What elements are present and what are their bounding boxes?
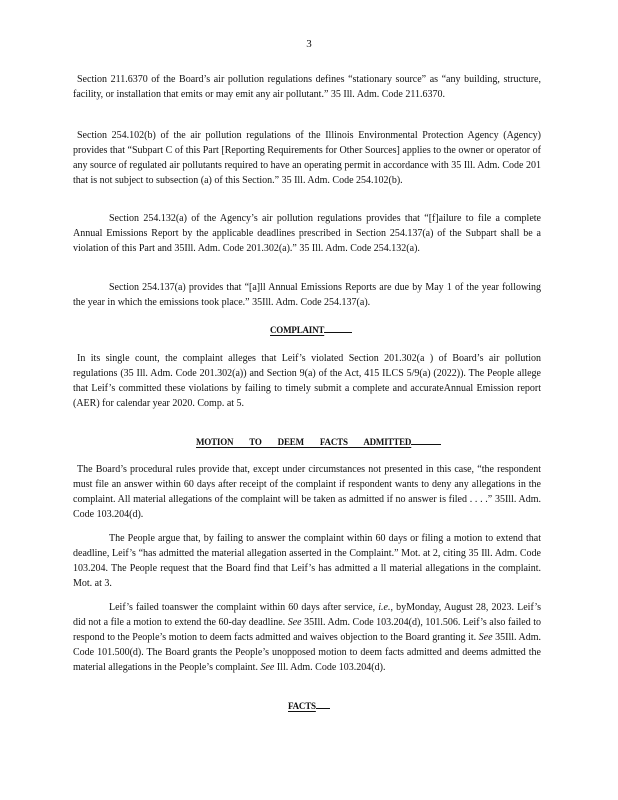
see-signal: See [478,632,493,643]
ie-abbrev: i.e. [378,602,391,613]
paragraph-section-254-102: Section 254.102(b) of the air pollution regulations of the Illinois Environmental Protection Agency (Agency) provides that “Subpart C of this Part [Reporting Requirements for Other Sources] applies to the owner or operator of any source of regulated air pollutants required to have an operating permit in accordance with 35 Ill. Adm. Code 201 that is not subject to subsection (a) of this Section.” 35 Ill. Adm. Code 254.102(b). [73,130,541,186]
page-number: 3 [306,38,312,50]
paragraph-complaint: In its single count, the complaint alleges that Leif’s violated Section 201.302(a ) of Board’s air pollution regulations (35 Ill. Adm. Code 201.302(a)) and Section 9(a) of the Act, 415 ILCS 5/9(a) (2022)). The People allege that Leif’s committed these violations by failing to timely submit a complete and accurateAnnual Emission report (AER) for calendar year 2020. Comp. at 5. [73,353,541,409]
see-signal: See [287,617,302,628]
heading-complaint-text: COMPLAINT [270,325,325,335]
paragraph-leifs-failed-part-c: 35Ill. Adm. Code 103.204(d), 101.506. Leif’s also failed to respond to the People’s motion to deem facts admitted and waives objection to the Board granting it. [73,617,542,643]
heading-motion-text: MOTION TO DEEM FACTS ADMITTED [196,437,412,447]
see-signal: See [260,662,275,673]
paragraph-leifs-failed-part-e: Ill. Adm. Code 103.204(d). [276,662,386,673]
paragraph-procedural-rules: The Board’s procedural rules provide that, except under circumstances not presented in this case, “the respondent must file an answer within 60 days after receipt of the complaint if respondent wants to deny any allegations in the complaint. All material allegations of the complaint will be taken as admitted if no answer is filed . . . .” 35Ill. Adm. Code 103.204(d). [73,464,541,520]
paragraph-leifs-failed [73,600,541,675]
paragraph-section-254-132: Section 254.132(a) of the Agency’s air pollution regulations provides that “[f]ailure to file a complete Annual Emissions Report by the applicable deadlines prescribed in Section 254.137(a) of the Subpart shall be a violation of this Part and 35Ill. Adm. Code 201.302(a).” 35 Ill. Adm. Code 254.132(a). [73,213,541,254]
heading-motion-to-deem-facts-admitted [196,436,441,447]
paragraph-leifs-failed-part-b: , byMonday, August 28, 2023. Leif’s did not a file a motion to extend the 60-day deadline. [73,602,542,628]
paragraph-leifs-failed-part-d: 35Ill. Adm. Code 101.500(d). The Board grants the People’s unopposed motion to deem facts admitted and deems admitted the material allegations in the People’s complaint. [73,632,541,673]
heading-complaint [270,324,352,335]
paragraph-stationary-source: Section 211.6370 of the Board’s air pollution regulations defines “stationary source” as “any building, structure, facility, or installation that emits or may emit any air pollutant.” 35 Ill. Adm. Code 211.6370. [73,74,541,100]
heading-facts-text: FACTS [288,701,316,711]
heading-facts [288,700,330,711]
paragraph-people-argue: The People argue that, by failing to answer the complaint within 60 days or filing a motion to extend that deadline, Leif’s “has admitted the material allegation asserted in the Complaint.” Mot. at 2, citing 35 Ill. Adm. Code 103.204. The People request that the Board find that Leif’s has admitted a ll material allegations in the complaint. Mot. at 3. [73,533,541,589]
paragraph-section-254-137: Section 254.137(a) provides that “[a]ll Annual Emissions Reports are due by May 1 of the year following the year in which the emissions took place.” 35Ill. Adm. Code 254.137(a). [73,282,541,308]
paragraph-leifs-failed-part-a: Leif’s failed toanswer the complaint within 60 days after service, [109,602,376,613]
